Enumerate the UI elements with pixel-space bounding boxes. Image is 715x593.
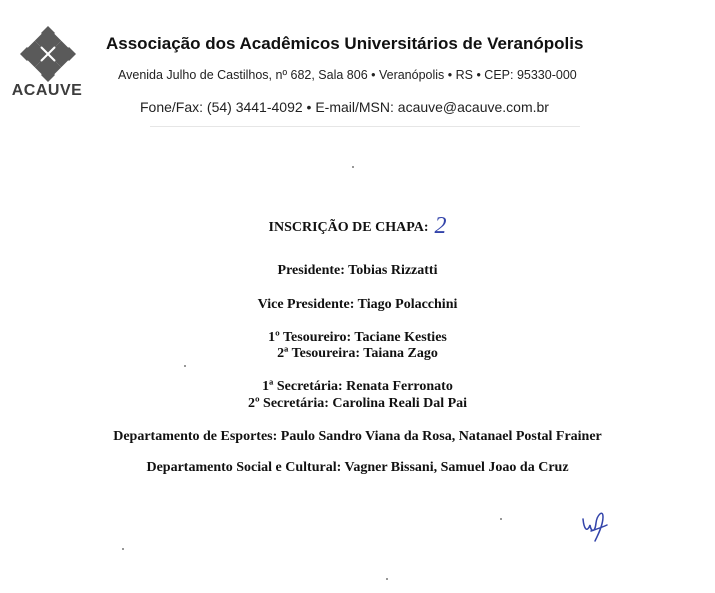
social-cultural-department-line: Departamento Social e Cultural: Vagner Bissani, Samuel Joao da Cruz	[146, 460, 569, 475]
first-treasurer-line: 1º Tesoureiro: Taciane Kesties	[268, 330, 447, 345]
handwritten-initials-icon	[577, 505, 611, 545]
scan-speck	[184, 365, 186, 367]
first-secretary-line: 1ª Secretária: Renata Ferronato	[262, 379, 453, 394]
organization-address: Avenida Julho de Castilhos, nº 682, Sala 806 • Veranópolis • RS • CEP: 95330-000	[118, 68, 577, 82]
document-title: INSCRIÇÃO DE CHAPA:	[268, 220, 429, 235]
second-treasurer-line: 2ª Tesoureira: Taiana Zago	[277, 346, 438, 361]
organization-contact: Fone/Fax: (54) 3441-4092 • E-mail/MSN: acauve@acauve.com.br	[140, 99, 549, 115]
sports-department-line: Departamento de Esportes: Paulo Sandro Viana da Rosa, Natanael Postal Frainer	[113, 429, 602, 444]
vice-president-line: Vice Presidente: Tiago Polacchini	[257, 297, 458, 312]
header-divider	[150, 126, 580, 127]
scan-speck	[122, 548, 124, 550]
scan-speck	[386, 578, 388, 580]
acauve-logo	[8, 24, 86, 104]
logo-text: ACAUVE	[11, 82, 83, 99]
acauve-logo-icon	[18, 24, 78, 84]
document-title-line	[0, 211, 715, 238]
chapa-number: 2	[434, 213, 447, 239]
organization-name: Associação dos Acadêmicos Universitários de Veranópolis	[106, 34, 584, 53]
scan-speck	[352, 166, 354, 168]
scan-speck	[500, 518, 502, 520]
second-secretary-line: 2º Secretária: Carolina Reali Dal Pai	[247, 396, 468, 411]
president-line: Presidente: Tobias Rizzatti	[277, 263, 438, 278]
